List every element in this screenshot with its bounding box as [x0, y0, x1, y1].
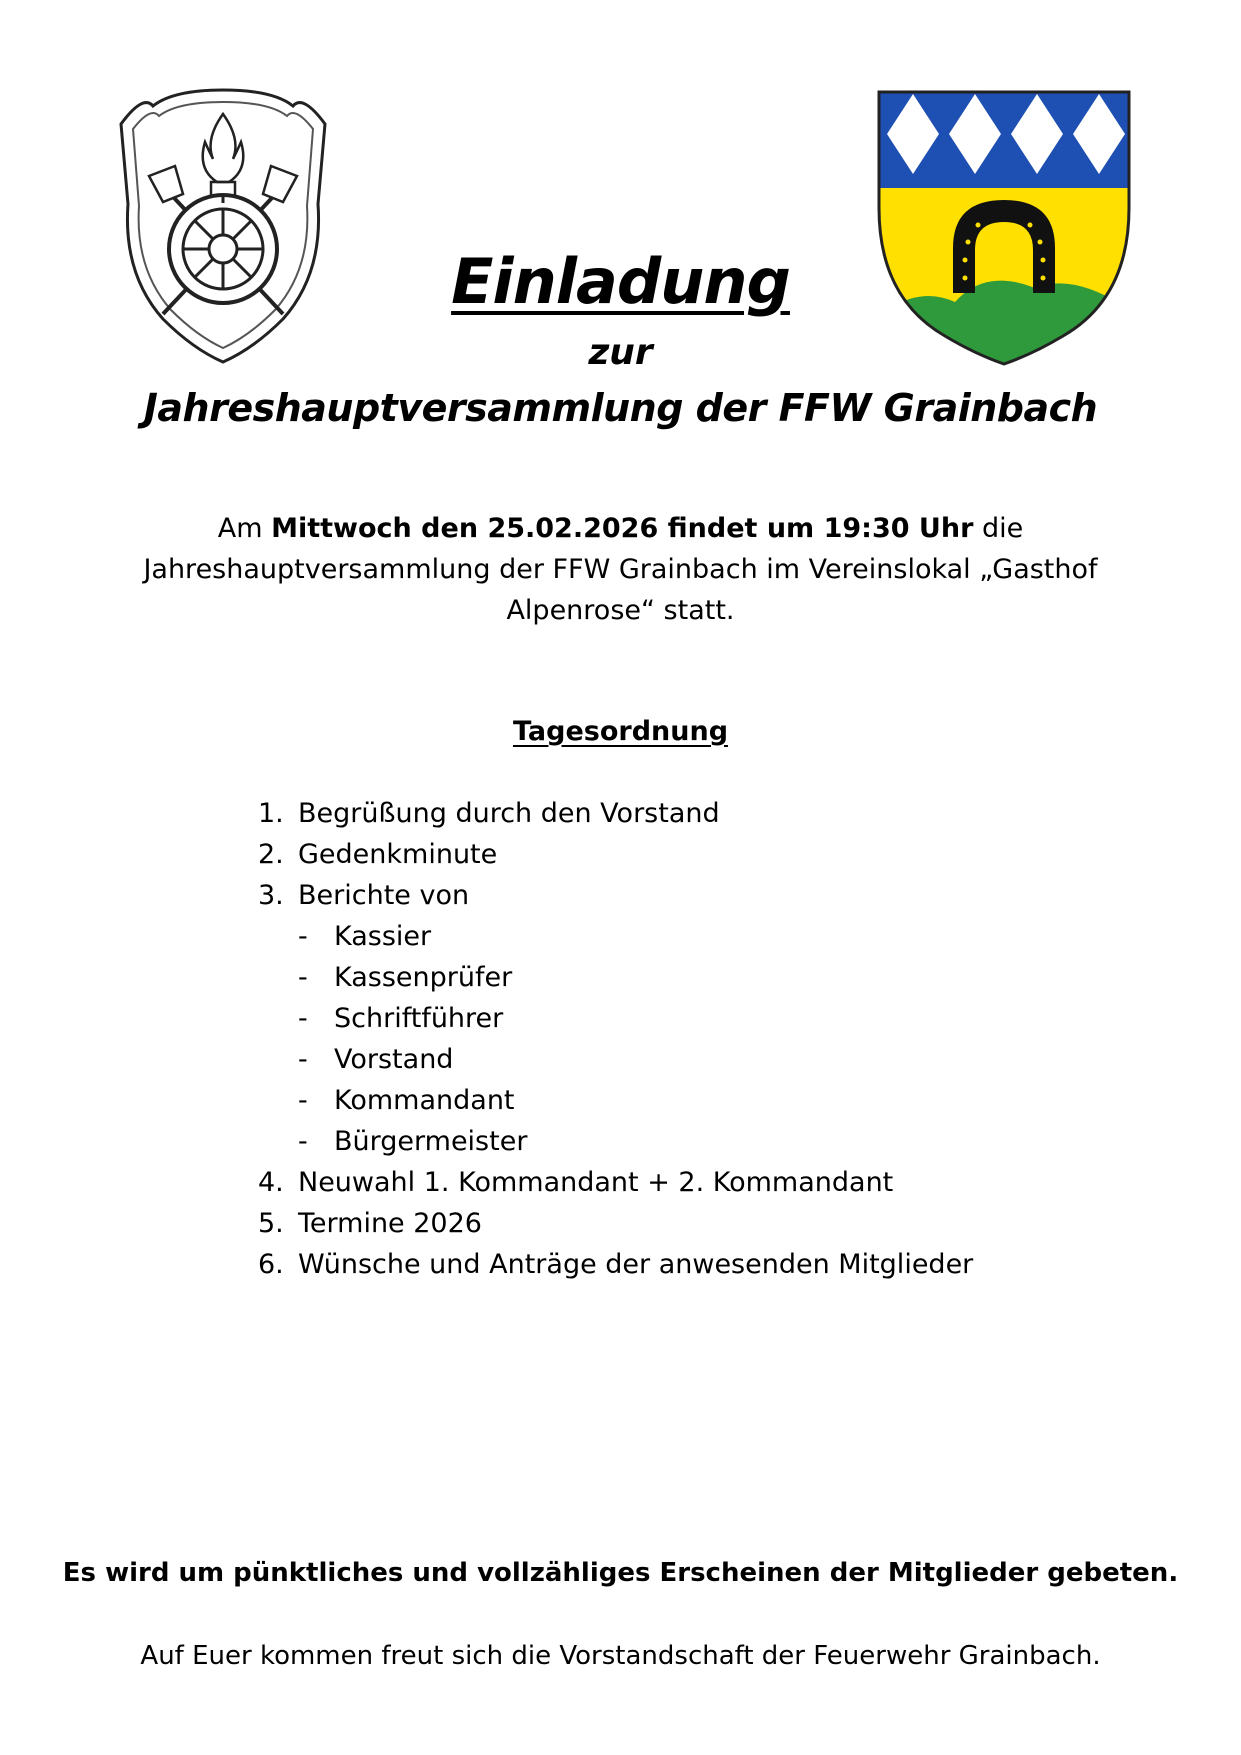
agenda-item-text: Begrüßung durch den Vorstand [298, 798, 720, 829]
grainbach-coat-of-arms-icon [875, 88, 1133, 368]
agenda-subitem-text: Bürgermeister [334, 1126, 528, 1157]
agenda-subitem-dash: - [298, 1085, 308, 1116]
agenda-subitem-text: Schriftführer [334, 1003, 504, 1034]
agenda-item-text: Termine 2026 [298, 1208, 482, 1239]
agenda-item-number: 4. [258, 1167, 284, 1198]
page-subtitle: zur [588, 332, 653, 373]
agenda-heading: Tagesordnung [512, 716, 729, 747]
agenda-subitem-dash: - [298, 962, 308, 993]
agenda-subitem-text: Kassenprüfer [334, 962, 513, 993]
agenda-subitem-dash: - [298, 1003, 308, 1034]
agenda-item-number: 1. [258, 798, 284, 829]
agenda-subitem-dash: - [298, 921, 308, 952]
agenda-subitem-dash: - [298, 1044, 308, 1075]
agenda-subitem-text: Kassier [334, 921, 432, 952]
intro-paragraph [110, 508, 1131, 631]
agenda-item-text: Neuwahl 1. Kommandant + 2. Kommandant [298, 1167, 894, 1198]
agenda-item-number: 5. [258, 1208, 284, 1239]
event-name: Jahreshauptversammlung der FFW Grainbach [143, 386, 1098, 430]
intro-suffix: die Jahreshauptversammlung der FFW Grainbach im Vereinslokal „Gasthof Alpenrose“ statt. [143, 513, 1098, 626]
signoff-line: Auf Euer kommen freut sich die Vorstandschaft der Feuerwehr Grainbach. [140, 1641, 1101, 1671]
intro-prefix: Am [217, 513, 272, 544]
agenda-subitem-dash: - [298, 1126, 308, 1157]
agenda-item-number: 3. [258, 880, 284, 911]
intro-date-time: Mittwoch den 25.02.2026 findet um 19:30 Uhr [271, 513, 974, 544]
agenda-item-number: 2. [258, 839, 284, 870]
agenda-item-text: Wünsche und Anträge der anwesenden Mitglieder [298, 1249, 974, 1280]
fire-brigade-crest-icon [113, 84, 333, 367]
page-title: Einladung [451, 245, 790, 318]
agenda-item-text: Berichte von [298, 880, 470, 911]
agenda-subitem-text: Vorstand [334, 1044, 454, 1075]
agenda-item-number: 6. [258, 1249, 284, 1280]
agenda-subitem-text: Kommandant [334, 1085, 515, 1116]
closing-request: Es wird um pünktliches und vollzähliges Erscheinen der Mitglieder gebeten. [62, 1558, 1179, 1588]
agenda-item-text: Gedenkminute [298, 839, 498, 870]
